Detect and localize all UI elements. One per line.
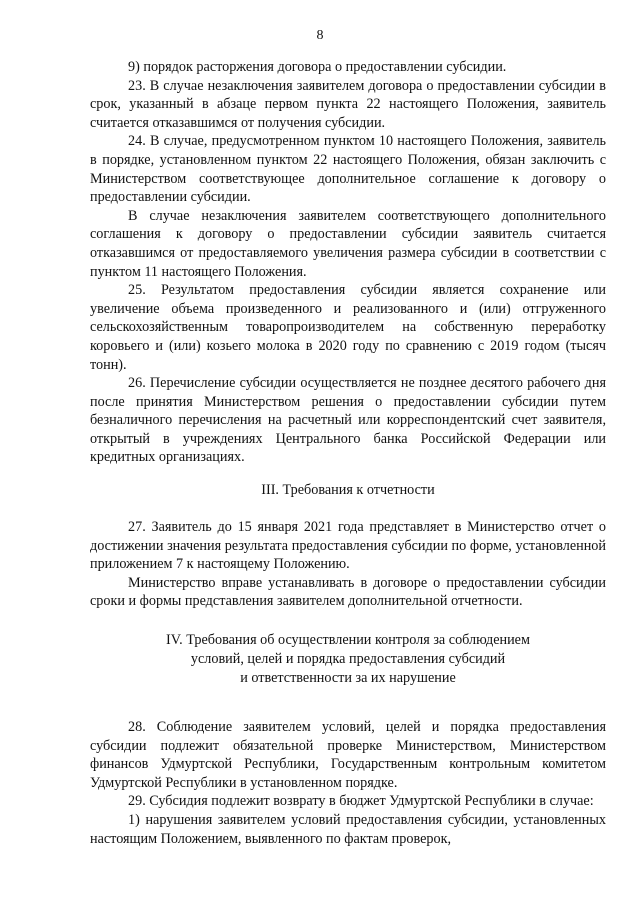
section-4-heading-line: условий, целей и порядка предоставления субсидий [190, 651, 506, 668]
paragraph-26: 26. Перечисление субсидии осуществляется не позднее десятого рабочего дня после принятия Министерством решения о предоставлении субсидии путем безналичного перечисления на расчетный или корреспондентский счет заявителя, открытый в учреждениях Центрального банка Российской Федерации или кредитных организациях. [90, 375, 606, 466]
document-body [90, 58, 606, 848]
section-4-heading-line: и ответственности за их нарушение [240, 670, 456, 687]
section-4-heading-line: IV. Требования об осуществлении контроля за соблюдением [166, 632, 530, 649]
paragraph-29: 29. Субсидия подлежит возврату в бюджет Удмуртской Республики в случае: [128, 793, 594, 810]
paragraph-29-clause-1: 1) нарушения заявителем условий предоставления субсидии, установленных настоящим Положением, выявленного по фактам проверок, [90, 812, 606, 847]
paragraph-28: 28. Соблюдение заявителем условий, целей и порядка предоставления субсидии подлежит обязательной проверке Министерством, Министерством финансов Удмуртской Республики, Государственным контрольным комитетом Удмуртской Республики в установленном порядке. [90, 719, 606, 791]
paragraph-27: 27. Заявитель до 15 января 2021 года представляет в Министерство отчет о достижении значения результата предоставления субсидии по форме, установленной приложением 7 к настоящему Положению. [90, 519, 606, 573]
section-4-heading [90, 631, 606, 688]
page-number: 8 [316, 28, 324, 43]
paragraph-23: 23. В случае незаключения заявителем договора о предоставлении субсидии в срок, указанный в абзаце первом пункта 22 настоящего Положения, заявитель считается отказавшимся от получения субсидии. [90, 77, 606, 131]
section-3-heading: III. Требования к отчетности [261, 482, 435, 499]
paragraph-24-continued: В случае незаключения заявителем соответствующего дополнительного соглашения к договору о предоставлении субсидии заявитель считается отказавшимся от предоставляемого увеличения размера субсидии в соответствии с пунктом 11 настоящего Положения. [90, 207, 606, 280]
paragraph-25: 25. Результатом предоставления субсидии является сохранение или увеличение объема произведенного и реализованного и (или) отгруженного сельскохозяйственным товаропроизводителем на собственную переработку коровьего и (или) козьего молока в 2020 году по сравнению с 2019 годом (тысяч тонн). [90, 282, 606, 373]
paragraph-clause-9: 9) порядок расторжения договора о предоставлении субсидии. [128, 59, 507, 75]
paragraph-27-continued: Министерство вправе устанавливать в договоре о предоставлении субсидии сроки и формы представления заявителем дополнительной отчетности. [90, 574, 606, 610]
paragraph-24: 24. В случае, предусмотренном пунктом 10 настоящего Положения, заявитель в порядке, установленном пунктом 22 настоящего Положения, обязан заключить с Министерством соответствующее дополнительное соглашение к договору о предоставлении субсидии. [90, 133, 606, 206]
